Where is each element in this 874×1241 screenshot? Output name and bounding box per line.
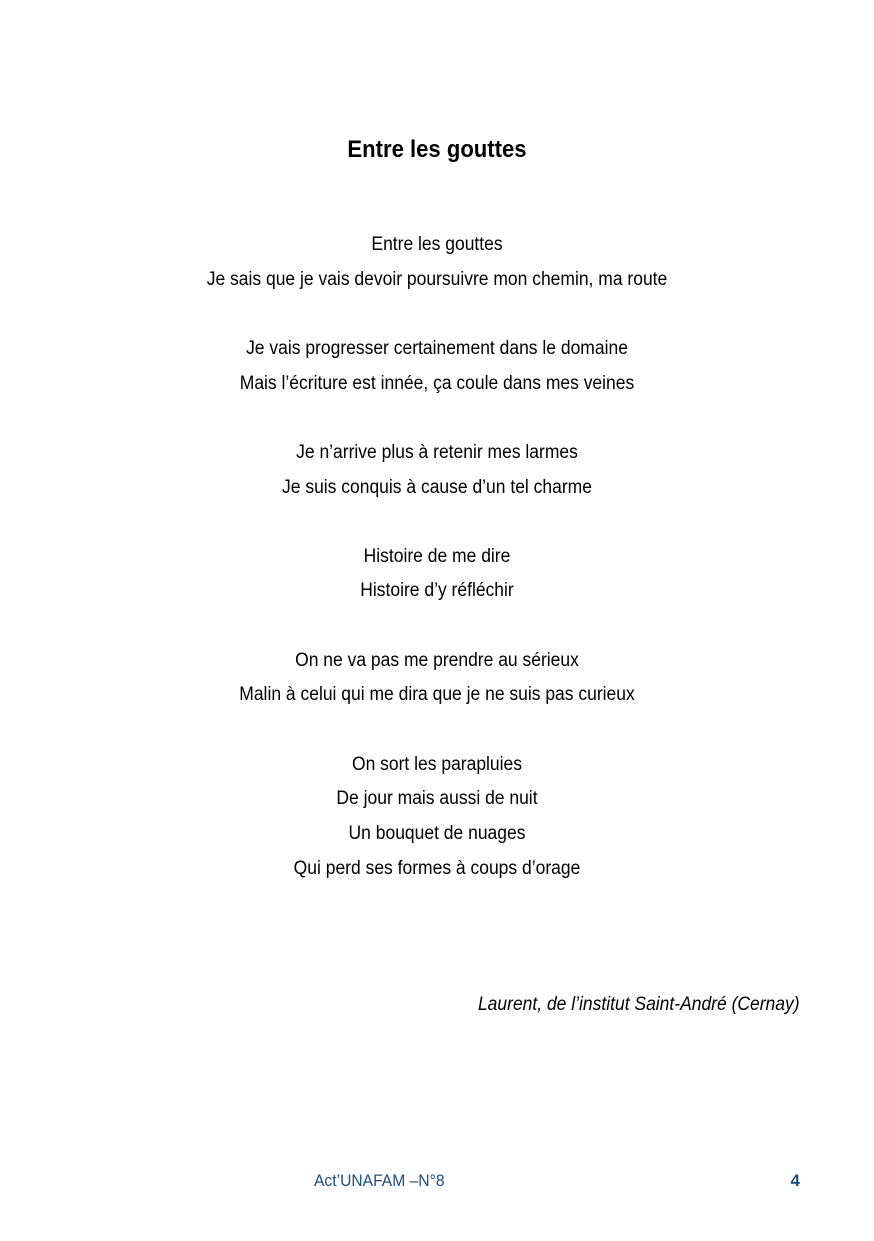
stanza — [0, 748, 874, 887]
poem-line: Je n’arrive plus à retenir mes larmes — [296, 441, 578, 463]
poem-line: Je vais progresser certainement dans le domaine — [246, 337, 628, 359]
poem-line: Un bouquet de nuages — [348, 822, 526, 844]
poem-line: Malin à celui qui me dira que je ne suis pas curieux — [239, 684, 635, 706]
poem-line: On ne va pas me prendre au sérieux — [295, 649, 579, 671]
stanza — [0, 436, 874, 505]
poem-line: Je suis conquis à cause d’un tel charme — [282, 476, 592, 498]
poem-line: Entre les gouttes — [371, 234, 503, 255]
author-signature: Laurent, de l’institut Saint-André (Cernay) — [478, 994, 800, 1015]
poem-line: Histoire de me dire — [363, 545, 511, 567]
stanza — [0, 332, 874, 401]
poem-line: Histoire d’y réfléchir — [360, 580, 514, 602]
footer-journal-title: Act’UNAFAM –N°8 — [314, 1171, 445, 1190]
stanza — [0, 644, 874, 713]
poem-line: Qui perd ses formes à coups d’orage — [293, 857, 581, 879]
poem-line: Mais l’écriture est innée, ça coule dans mes veines — [239, 372, 635, 394]
page-number: 4 — [790, 1171, 800, 1190]
poem-line: Je sais que je vais devoir poursuivre mon chemin, ma route — [206, 268, 668, 290]
stanza — [0, 540, 874, 609]
poem-line: On sort les parapluies — [351, 753, 523, 775]
poem-line: De jour mais aussi de nuit — [336, 788, 538, 810]
page-title: Entre les gouttes — [347, 136, 527, 164]
stanza — [0, 228, 874, 297]
poem — [0, 228, 874, 921]
